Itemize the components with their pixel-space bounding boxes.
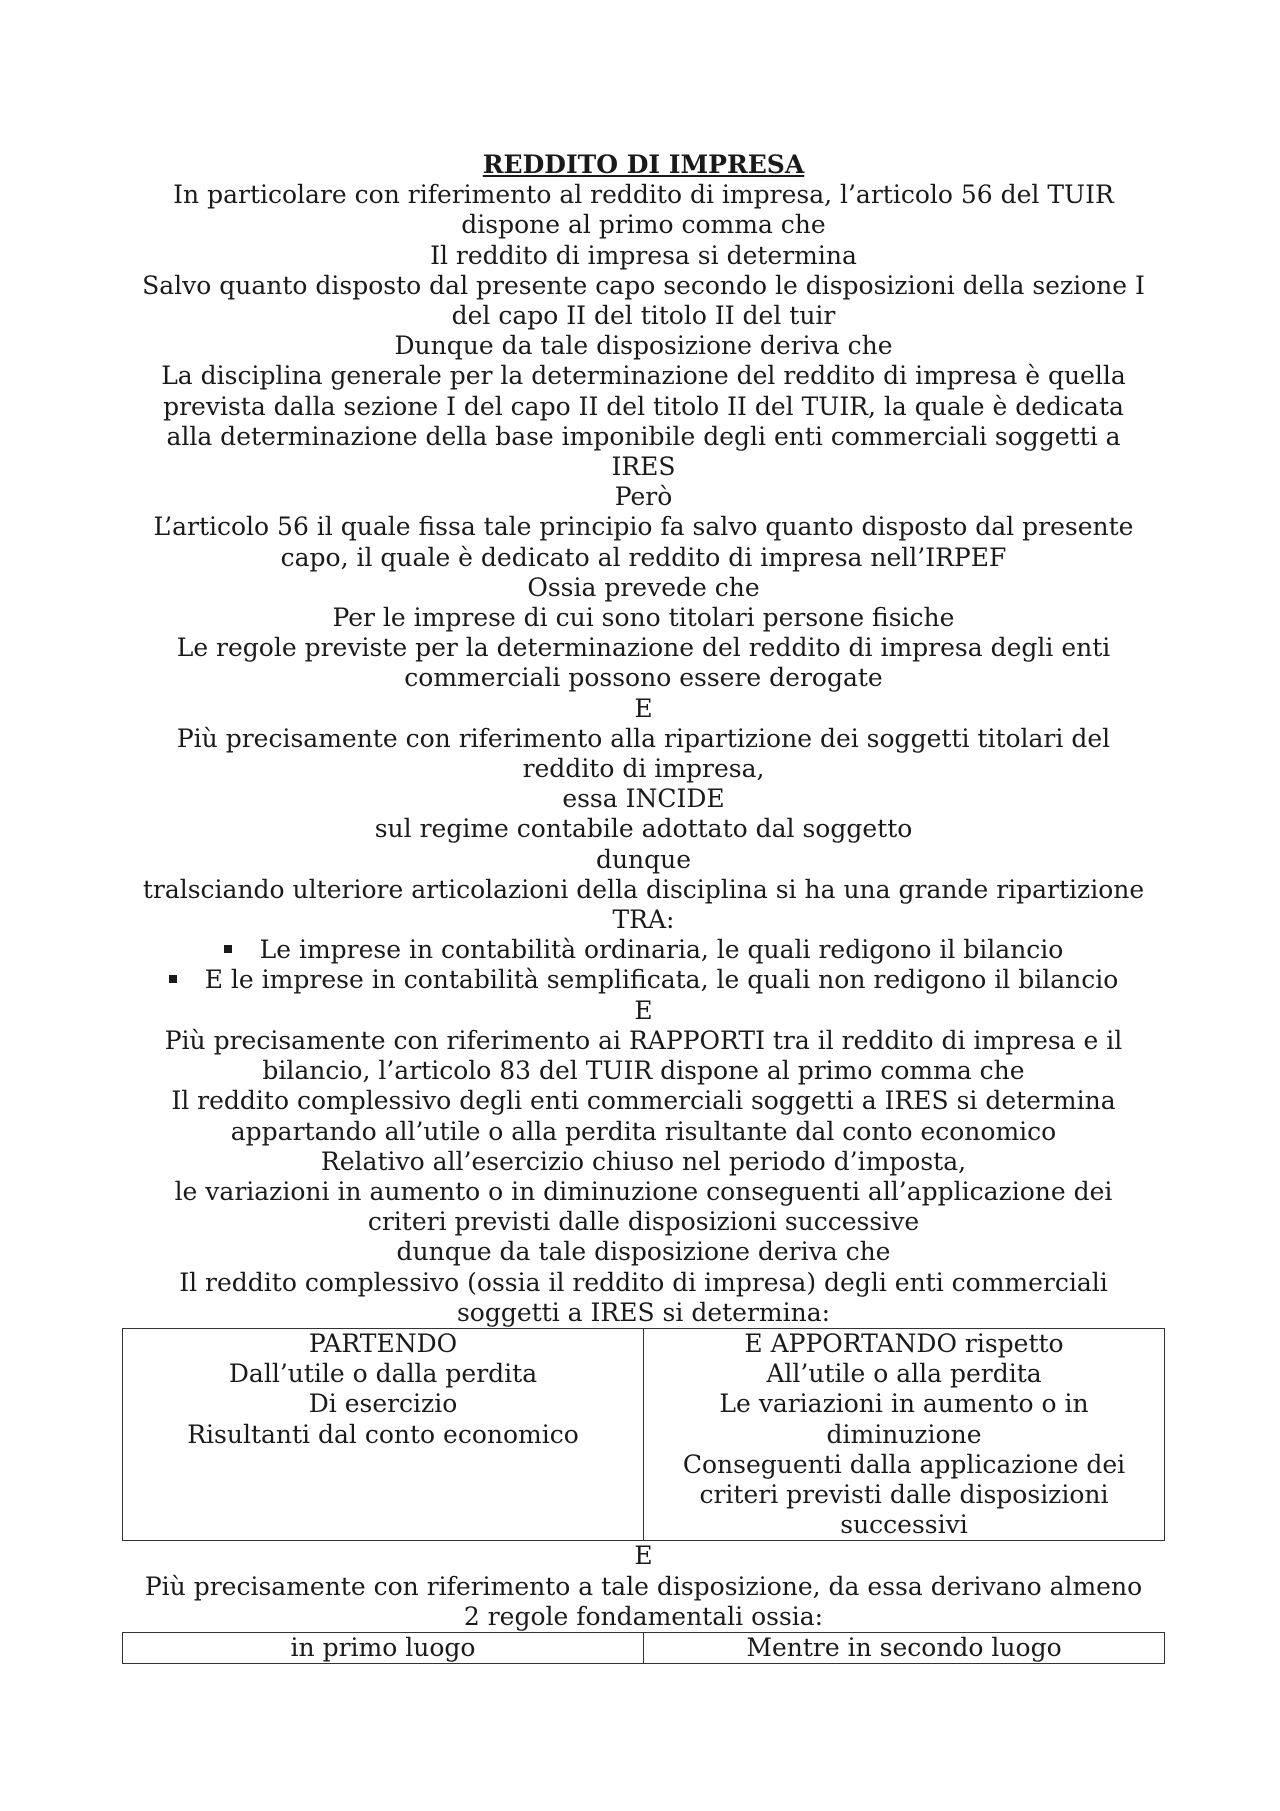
text-line: essa INCIDE — [562, 784, 725, 814]
text-line: sul regime contabile adottato dal soggetto — [374, 814, 913, 844]
text-line: Relativo all’esercizio chiuso nel periodo d’imposta, — [320, 1146, 967, 1176]
text-line: La disciplina generale per la determinazione del reddito di impresa è quella — [161, 361, 1126, 391]
text-line: dunque da tale disposizione deriva che — [396, 1237, 891, 1267]
text-line: reddito di impresa, — [522, 754, 765, 784]
rules-paragraph — [122, 1541, 1165, 1632]
bilancio-paragraph — [122, 996, 1165, 1328]
rules-table — [122, 1632, 1165, 1664]
document-title: REDDITO DI IMPRESA — [482, 150, 805, 179]
text-line: E — [634, 995, 653, 1025]
list-item-text: E le imprese in contabilità semplificata, le quali non redigono il bilancio — [204, 965, 1119, 995]
cell-line: successivi — [840, 1510, 968, 1540]
list-item — [122, 965, 1165, 995]
list-item-text: Le imprese in contabilità ordinaria, le quali redigono il bilancio — [259, 935, 1064, 965]
text-line: capo, il quale è dedicato al reddito di impresa nell’IRPEF — [280, 542, 1007, 572]
document-page — [122, 150, 1165, 1664]
text-line: soggetti a IRES si determina: — [456, 1297, 831, 1327]
text-line: tralsciando ulteriore articolazioni della disciplina si ha una grande ripartizione — [142, 874, 1145, 904]
text-line: bilancio, l’articolo 83 del TUIR dispone al primo comma che — [262, 1056, 1025, 1086]
text-line: del capo II del titolo II del tuir — [451, 301, 836, 331]
text-line: criteri previsti dalle disposizioni successive — [367, 1207, 920, 1237]
cell-line: Conseguenti dalla applicazione dei — [682, 1449, 1126, 1479]
text-line: Dunque da tale disposizione deriva che — [394, 331, 893, 361]
text-line: E — [634, 693, 653, 723]
square-bullet-icon — [224, 945, 232, 953]
cell-line: Dall’utile o dalla perdita — [228, 1359, 538, 1389]
cell-line: All’utile o alla perdita — [766, 1359, 1042, 1389]
table-cell-left: in primo luogo — [123, 1632, 644, 1663]
text-line: dispone al primo comma che — [461, 210, 826, 240]
cell-line: diminuzione — [826, 1419, 982, 1449]
text-line: L’articolo 56 il quale fissa tale principio fa salvo quanto disposto dal presente — [153, 512, 1134, 542]
cell-line: criteri previsti dalle disposizioni — [699, 1479, 1109, 1509]
text-line: Più precisamente con riferimento alla ripartizione dei soggetti titolari del — [176, 723, 1111, 753]
text-line: le variazioni in aumento o in diminuzione conseguenti all’applicazione dei — [174, 1176, 1113, 1206]
table-cell-right: Mentre in secondo luogo — [644, 1632, 1165, 1663]
text-line: Il reddito complessivo degli enti commerciali soggetti a IRES si determina — [171, 1086, 1116, 1116]
table-cell-right — [644, 1328, 1165, 1540]
text-line: Il reddito di impresa si determina — [430, 240, 857, 270]
bullet-list — [122, 935, 1165, 995]
text-line: appartando all’utile o alla perdita risultante dal conto economico — [230, 1116, 1057, 1146]
text-line: E — [634, 1541, 653, 1571]
text-line: IRES — [611, 452, 676, 482]
text-line: Il reddito complessivo (ossia il reddito di impresa) degli enti commerciali — [179, 1267, 1108, 1297]
intro-paragraph — [122, 180, 1165, 935]
square-bullet-icon — [169, 975, 177, 983]
text-line: prevista dalla sezione I del capo II del titolo II del TUIR, la quale è dedicata — [163, 391, 1124, 421]
cell-line: Di esercizio — [308, 1389, 458, 1419]
text-line: Per le imprese di cui sono titolari persone fisiche — [332, 603, 955, 633]
text-line: Però — [614, 482, 673, 512]
text-line: alla determinazione della base imponibile degli enti commerciali soggetti a — [166, 421, 1121, 451]
text-line: TRA: — [612, 905, 675, 935]
text-line: In particolare con riferimento al reddito di impresa, l’articolo 56 del TUIR — [173, 180, 1114, 210]
table-cell-left — [123, 1328, 644, 1540]
determination-table — [122, 1328, 1165, 1541]
text-line: Salvo quanto disposto dal presente capo secondo le disposizioni della sezione I — [142, 270, 1145, 300]
cell-line: PARTENDO — [308, 1328, 458, 1358]
cell-line: Le variazioni in aumento o in — [719, 1389, 1089, 1419]
table-row — [123, 1632, 1165, 1663]
text-line: Più precisamente con riferimento a tale disposizione, da essa derivano almeno — [144, 1571, 1143, 1601]
text-line: 2 regole fondamentali ossia: — [463, 1601, 824, 1631]
table-row — [123, 1328, 1165, 1540]
text-line: Più precisamente con riferimento ai RAPPORTI tra il reddito di impresa e il — [164, 1025, 1123, 1055]
cell-line: Risultanti dal conto economico — [187, 1419, 579, 1449]
cell-line: E APPORTANDO rispetto — [744, 1328, 1064, 1358]
text-line: commerciali possono essere derogate — [404, 663, 883, 693]
list-item — [122, 935, 1165, 965]
text-line: Le regole previste per la determinazione del reddito di impresa degli enti — [176, 633, 1111, 663]
text-line: Ossia prevede che — [527, 572, 760, 602]
text-line: dunque — [595, 844, 692, 874]
